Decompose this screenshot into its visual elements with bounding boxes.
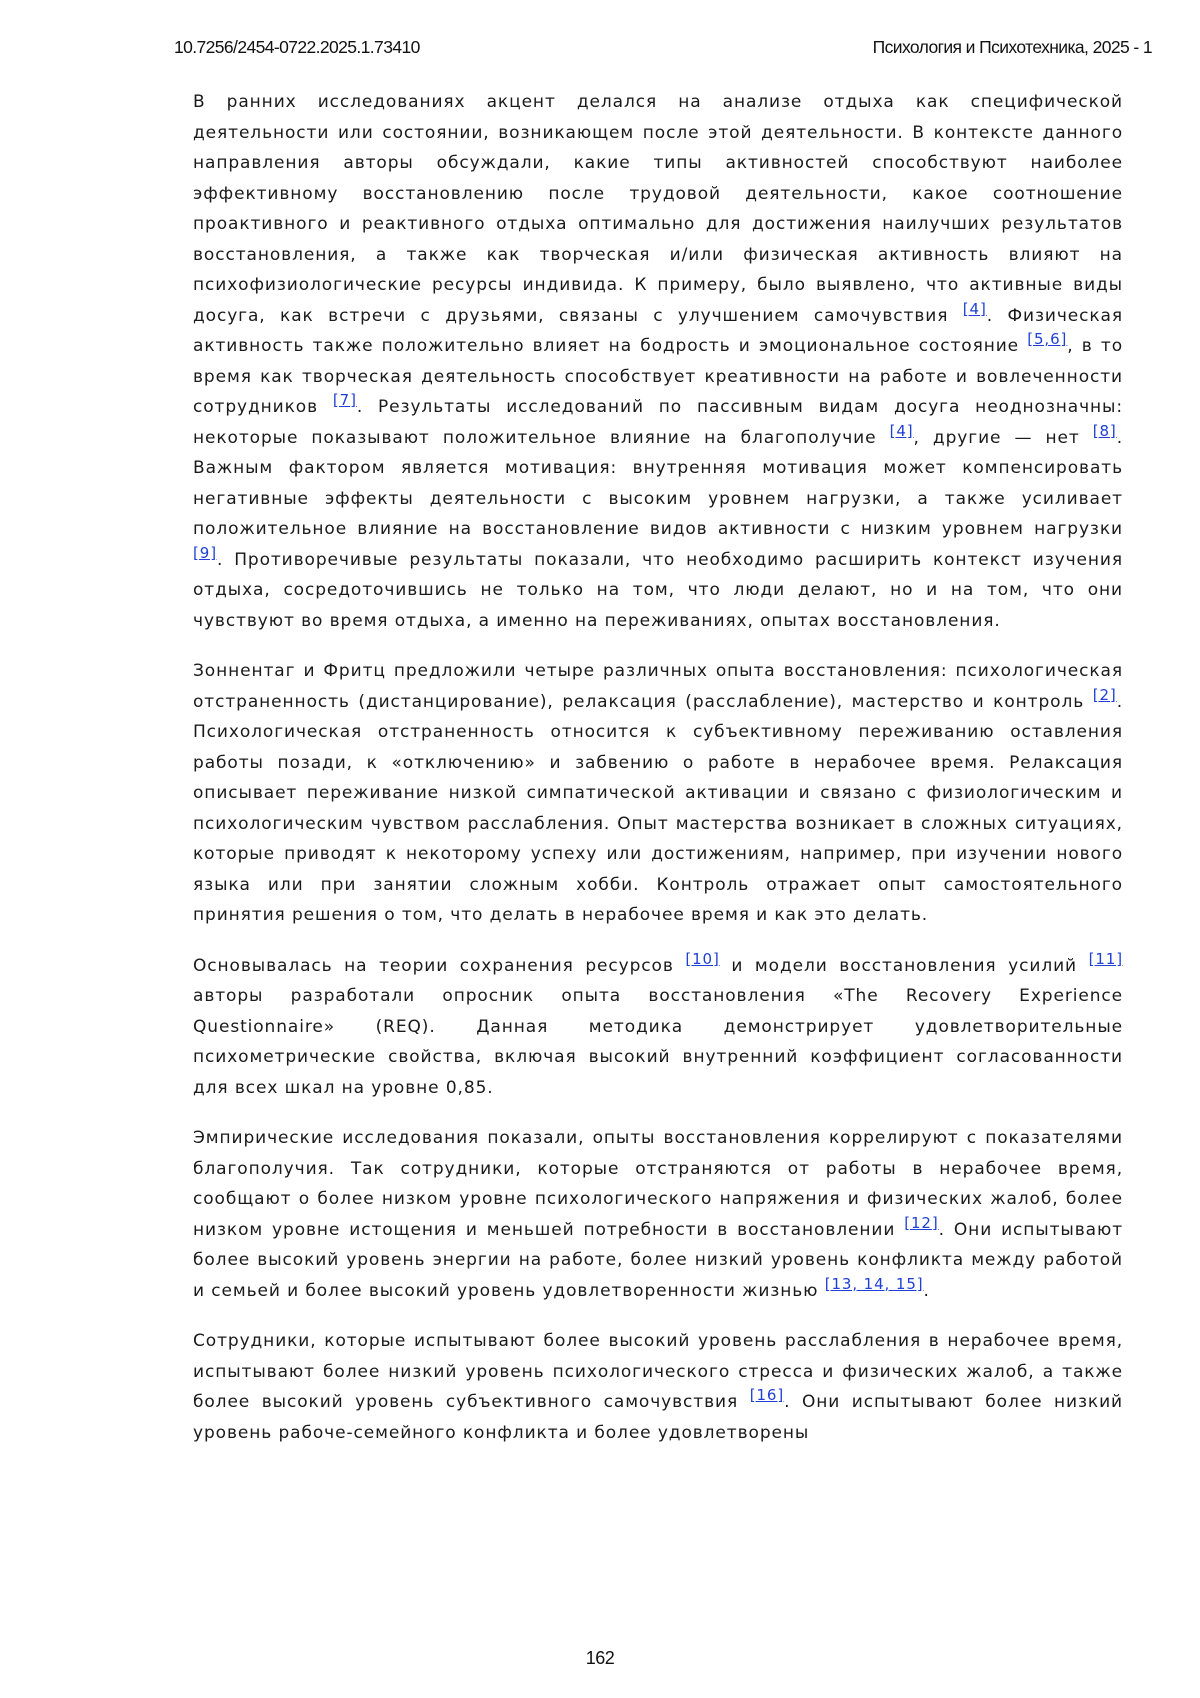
citation-link[interactable]: [8] (1093, 422, 1117, 440)
paragraph-text: и модели восстановления усилий (720, 956, 1089, 976)
paragraph-text: . Физическая активность также положительно влияет на бодрость и эмоциональное состояние (193, 306, 1123, 357)
paragraph (193, 87, 1123, 636)
citation-link[interactable]: [9] (193, 544, 217, 562)
paragraph (193, 1123, 1123, 1306)
paragraph-text: авторы разработали опросник опыта восстановления «The Recovery Experience Questionnaire» (REQ). Данная методика демонстрирует удовлетворительные психометрические свойства, включая высокий внутренний коэффициент согласованности для всех шкал на уровне 0,85. (193, 986, 1123, 1098)
paragraph-text: , в то время как творческая деятельность способствует креативности на работе и вовлеченности сотрудников (193, 336, 1123, 417)
doi-header: 10.7256/2454-0722.2025.1.73410 (174, 37, 420, 58)
paragraph-text: Зоннентаг и Фритц предложили четыре различных опыта восстановления: психологическая отстраненность (дистанцирование), релаксация (расслабление), мастерство и контроль (193, 661, 1123, 712)
citation-link[interactable]: [4] (963, 300, 987, 318)
paragraph-text: . Противоречивые результаты показали, что необходимо расширить контекст изучения отдыха, сосредоточившись не только на том, что люди делают, но и на том, что они чувствуют во время отдыха, а именно на переживаниях, опытах восстановления. (193, 550, 1123, 631)
paragraph (193, 1326, 1123, 1448)
paragraph (193, 951, 1123, 1104)
page-number: 162 (0, 1648, 1200, 1669)
paragraph-text: . (924, 1281, 930, 1301)
citation-link[interactable]: [12] (904, 1214, 938, 1232)
citation-link[interactable]: [4] (890, 422, 914, 440)
paragraph (193, 656, 1123, 931)
citation-link[interactable]: [13, 14, 15] (825, 1275, 924, 1293)
citation-link[interactable]: [16] (750, 1386, 784, 1404)
citation-link[interactable]: [10] (685, 950, 719, 968)
paragraph-text: , другие — нет (914, 428, 1093, 448)
paragraph-text: В ранних исследованиях акцент делался на анализе отдыха как специфической деятельности или состоянии, возникающем после этой деятельности. В контексте данного направления авторы обсуждали, какие типы активностей способствуют наиболее эффективному восстановлению после трудовой деятельности, какое соотношение проактивного и реактивного отдыха оптимально для достижения наилучших результатов восстановления, а также как творческая и/или физическая активность влияют на психофизиологические ресурсы индивида. К примеру, было выявлено, что активные виды досуга, как встречи с друзьями, связаны с улучшением самочувствия (193, 92, 1123, 326)
paragraph-text: . Результаты исследований по пассивным видам досуга неоднозначны: некоторые показывают положительное влияние на благополучие (193, 397, 1123, 448)
citation-link[interactable]: [11] (1089, 950, 1123, 968)
paragraph-text: Сотрудники, которые испытывают более высокий уровень расслабления в нерабочее время, испытывают более низкий уровень психологического стресса и физических жалоб, а также более высокий уровень субъективного самочувствия (193, 1331, 1123, 1412)
paragraph-text: Основывалась на теории сохранения ресурсов (193, 956, 685, 976)
article-body (193, 87, 1123, 1468)
paragraph-text: . Важным фактором является мотивация: внутренняя мотивация может компенсировать негативные эффекты деятельности с высоким уровнем нагрузки, а также усиливает положительное влияние на восстановление видов активности с низким уровнем нагрузки (193, 428, 1123, 540)
paragraph-text: . Они испытывают более низкий уровень рабоче-семейного конфликта и более удовлетворены (193, 1392, 1123, 1443)
journal-header: Психология и Психотехника, 2025 - 1 (873, 37, 1152, 58)
citation-link[interactable]: [2] (1093, 686, 1117, 704)
paragraph-text: Эмпирические исследования показали, опыты восстановления коррелируют с показателями благополучия. Так сотрудники, которые отстраняются от работы в нерабочее время, сообщают о более низком уровне психологического напряжения и физических жалоб, более низком уровне истощения и меньшей потребности в восстановлении (193, 1128, 1123, 1240)
citation-link[interactable]: [5,6] (1027, 330, 1067, 348)
citation-link[interactable]: [7] (333, 391, 357, 409)
paragraph-text: . Они испытывают более высокий уровень энергии на работе, более низкий уровень конфликта между работой и семьей и более высокий уровень удовлетворенности жизнью (193, 1220, 1123, 1301)
paragraph-text: . Психологическая отстраненность относится к субъективному переживанию оставления работы позади, к «отключению» и забвению о работе в нерабочее время. Релаксация описывает переживание низкой симпатической активации и связано с физиологическим и психологическим чувством расслабления. Опыт мастерства возникает в сложных ситуациях, которые приводят к некоторому успеху или достижениям, например, при изучении нового языка или при занятии сложным хобби. Контроль отражает опыт самостоятельного принятия решения о том, что делать в нерабочее время и как это делать. (193, 692, 1123, 926)
